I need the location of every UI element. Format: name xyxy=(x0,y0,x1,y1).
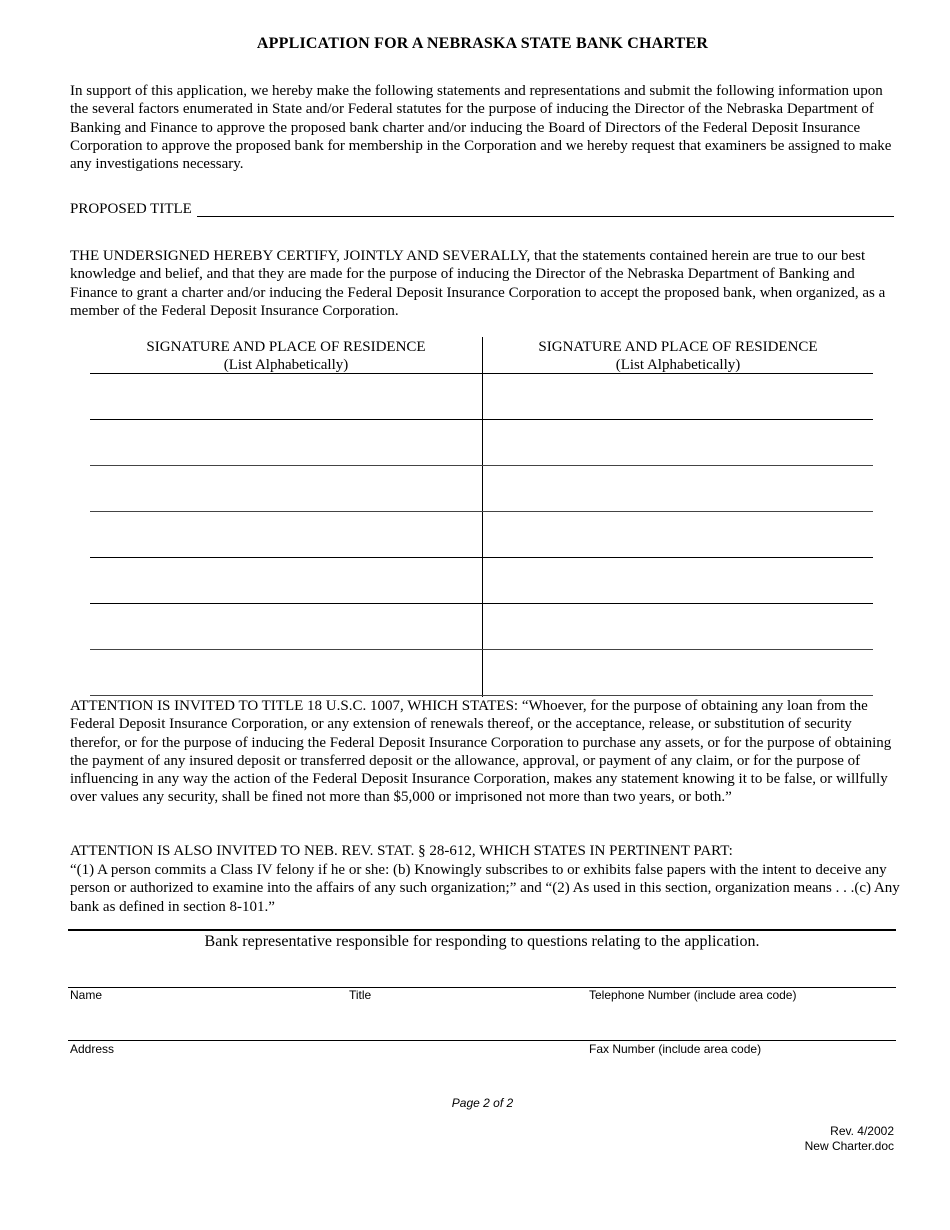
proposed-title-label: PROPOSED TITLE xyxy=(70,201,192,217)
title-field-label: Title xyxy=(349,988,372,1002)
bank-rep-heading: Bank representative responsible for responding to questions relating to the application. xyxy=(204,933,760,950)
signature-row-line[interactable] xyxy=(90,511,873,512)
revision-date: Rev. 4/2002 xyxy=(830,1124,894,1138)
telephone-field-label: Telephone Number (include area code) xyxy=(589,988,797,1002)
attention-neb-text: “(1) A person commits a Class IV felony if he or she: (b) Knowingly subscribes to or exhibits false papers with the intent to deceive any person or authorized to examine into the affairs of any such organization;” and “(2) As used in this section, organization means . . .(c) Any bank as defined in section 8-101.” xyxy=(70,862,900,915)
certify-paragraph: THE UNDERSIGNED HEREBY CERTIFY, JOINTLY AND SEVERALLY, that the statements contained herein are true to our best knowledge and belief, and that they are made for the purpose of inducing the Director of the Nebraska Department of Banking and Finance to grant a charter and/or inducing the Federal Deposit Insurance Corporation to accept the proposed bank, when organized, as a member of the Federal Deposit Insurance Corporation. xyxy=(70,248,886,319)
form-title: APPLICATION FOR A NEBRASKA STATE BANK CHARTER xyxy=(256,35,709,52)
signature-row-line[interactable] xyxy=(90,465,873,466)
address-fax-field-line[interactable] xyxy=(68,1040,896,1041)
attention-usc-paragraph: ATTENTION IS INVITED TO TITLE 18 U.S.C. 1007, WHICH STATES: “Whoever, for the purpose of obtaining any loan from the Federal Deposit Insurance Corporation, or any extension of renewals thereof, or the acceptance, release, or substitution of security therefor, or for the purpose of inducing the Federal Deposit Insurance Corporation to purchase any assets, or for the purpose of obtaining the payment of any insured deposit or transferred deposit or the allowance, approval, or payment of any claim, or for the purpose of influencing in any way the action of the Federal Deposit Insurance Corporation, makes any statement knowing it to be false, or willfully over values any security, shall be fined not more than $5,000 or imprisoned not more than two years, or both.” xyxy=(70,698,892,806)
signature-header-left-line1: SIGNATURE AND PLACE OF RESIDENCE xyxy=(146,339,426,355)
signature-row-line[interactable] xyxy=(90,419,873,420)
proposed-title-field[interactable] xyxy=(197,216,894,217)
intro-paragraph: In support of this application, we hereby make the following statements and representations and submit the following information upon the several factors enumerated in State and/or Federal statutes for the purpose of inducing the Director of the Nebraska Department of Banking and Finance to approve the proposed bank charter and/or inducing the Board of Directors of the Federal Deposit Insurance Corporation to approve the proposed bank for membership in the Corporation and we hereby request that examiners be assigned to make any investigations necessary. xyxy=(70,83,892,173)
attention-neb-heading: ATTENTION IS ALSO INVITED TO NEB. REV. STAT. § 28-612, WHICH STATES IN PERTINENT PART: xyxy=(70,843,733,859)
signature-header-right-line1: SIGNATURE AND PLACE OF RESIDENCE xyxy=(538,339,818,355)
signature-header-left-line2: (List Alphabetically) xyxy=(223,357,349,373)
signature-row-line[interactable] xyxy=(90,649,873,650)
name-field-label: Name xyxy=(70,988,103,1002)
fax-field-label: Fax Number (include area code) xyxy=(589,1042,762,1056)
revision-info xyxy=(805,1124,894,1154)
signature-table-header-rule xyxy=(90,373,873,374)
address-field-label: Address xyxy=(70,1042,115,1056)
signature-row-line[interactable] xyxy=(90,695,873,696)
signature-header-right-line2: (List Alphabetically) xyxy=(615,357,741,373)
signature-row-line[interactable] xyxy=(90,603,873,604)
signature-row-line[interactable] xyxy=(90,557,873,558)
signature-column-header-right xyxy=(483,338,873,374)
signature-column-header-left xyxy=(90,338,482,374)
page-number: Page 2 of 2 xyxy=(451,1096,514,1110)
signature-table-divider xyxy=(482,337,483,697)
document-filename: New Charter.doc xyxy=(804,1139,894,1153)
bank-rep-top-rule xyxy=(68,929,896,931)
